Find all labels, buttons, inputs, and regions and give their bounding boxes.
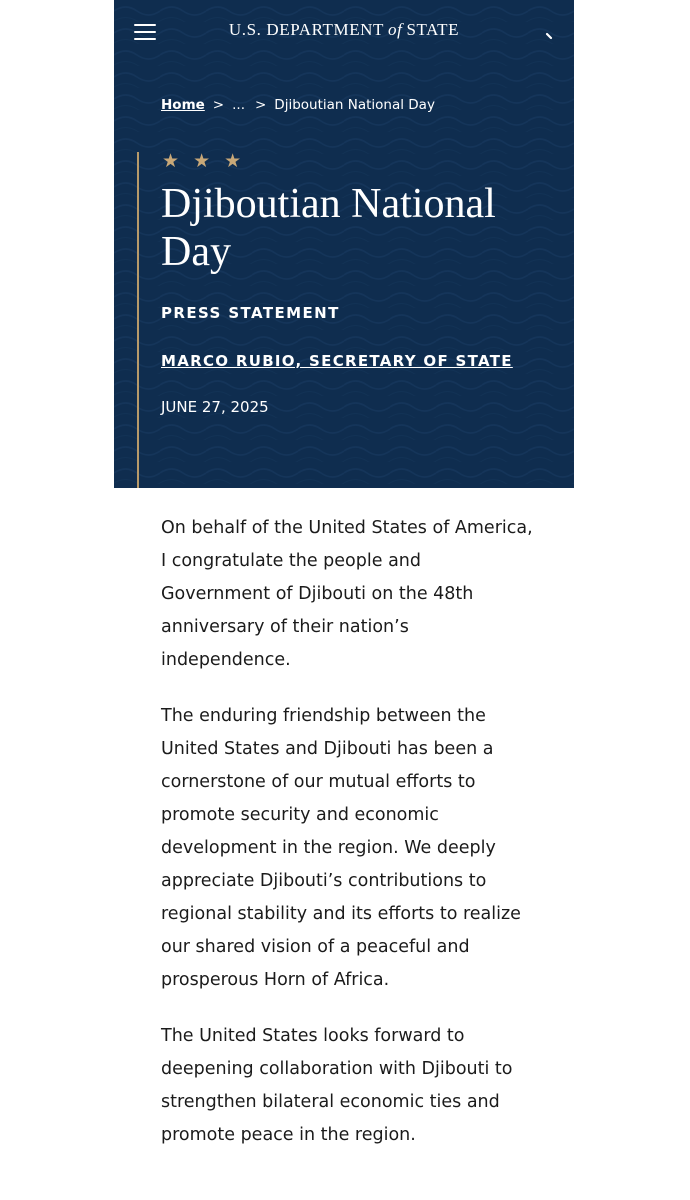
article-paragraph: The enduring friendship between the United States and Djibouti has been a cornerstone of our mutual efforts to promote security and economic development in the region. We deeply appreciate Djibouti’s contributions to regional stability and its efforts to realize our shared vision of a peaceful and prosperous Horn of Africa. bbox=[161, 706, 521, 990]
search-button[interactable] bbox=[540, 28, 560, 48]
site-name-of: of bbox=[388, 20, 403, 39]
site-header bbox=[114, 0, 574, 64]
hero-banner bbox=[114, 0, 574, 488]
breadcrumb-home-link[interactable]: Home bbox=[161, 97, 205, 113]
accent-divider bbox=[137, 152, 139, 488]
publish-date: JUNE 27, 2025 bbox=[161, 398, 269, 416]
breadcrumb-separator: > bbox=[212, 97, 225, 113]
article-body bbox=[161, 512, 533, 1175]
author-link[interactable]: MARCO RUBIO, SECRETARY OF STATE bbox=[161, 352, 513, 370]
stars-icon: ★ ★ ★ bbox=[162, 150, 246, 172]
breadcrumb bbox=[161, 96, 435, 114]
article-paragraph: The United States looks forward to deepening collaboration with Djibouti to strengthen bilateral economic ties and promote peace in the region. bbox=[161, 1026, 513, 1145]
page-frame bbox=[114, 0, 574, 1200]
site-logo[interactable] bbox=[114, 20, 574, 40]
breadcrumb-current: Djiboutian National Day bbox=[274, 97, 435, 113]
breadcrumb-ellipsis[interactable]: ... bbox=[232, 97, 245, 113]
breadcrumb-separator: > bbox=[254, 97, 267, 113]
page-title: Djiboutian National Day bbox=[161, 181, 496, 275]
site-name-part2: STATE bbox=[406, 20, 460, 39]
article-type: PRESS STATEMENT bbox=[161, 304, 340, 322]
search-icon bbox=[540, 28, 560, 48]
article-paragraph: On behalf of the United States of America, I congratulate the people and Government of Djibouti on the 48th anniversary of their nation’s independence. bbox=[161, 518, 533, 670]
site-name-part1: U.S. DEPARTMENT bbox=[228, 20, 385, 39]
